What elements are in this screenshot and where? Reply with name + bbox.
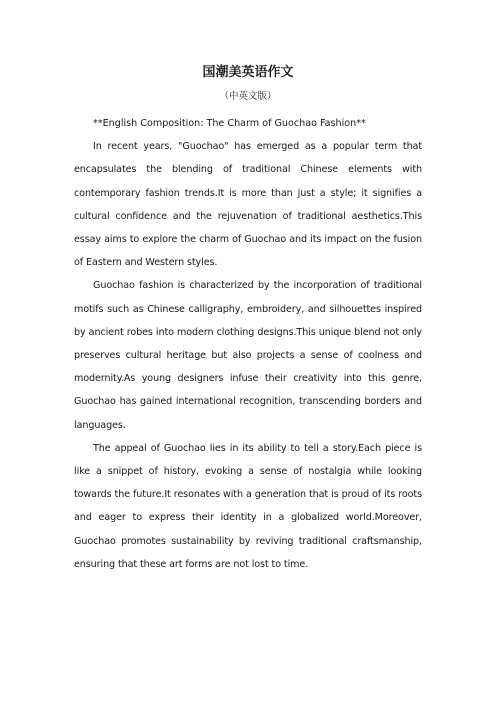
paragraph-3: The appeal of Guochao lies in its ability to tell a story.Each piece is like a snippet of history, evoking a sense of nostalgia while looking towards the future.It resonates with a generation that is proud of its roots and eager to express their identity in a globalized world.Moreover, Guochao promotes sustainability by reviving traditional craftsmanship, ensuring that these art forms are not lost to time. <box>74 442 422 570</box>
document-page <box>74 64 422 576</box>
document-subtitle: （中英文版） <box>219 91 277 102</box>
paragraph-1: In recent years, "Guochao" has emerged as a popular term that encapsulates the blending of traditional Chinese elements with contemporary fashion trends.It is more than just a style; it signifies a cultural confidence and the rejuvenation of traditional aesthetics.This essay aims to explore the charm of Guochao and its impact on the fusion of Eastern and Western styles. <box>74 141 422 269</box>
document-title: 国潮美英语作文 <box>202 65 294 80</box>
essay-heading: **English Composition: The Charm of Guochao Fashion** <box>93 118 366 129</box>
paragraph-2: Guochao fashion is characterized by the incorporation of traditional motifs such as Chinese calligraphy, embroidery, and silhouettes inspired by ancient robes into modern clothing designs.This unique blend not only preserves cultural heritage but also projects a sense of coolness and modernity.As young designers infuse their creativity into this genre, Guochao has gained international recognition, transcending borders and languages. <box>74 280 422 431</box>
